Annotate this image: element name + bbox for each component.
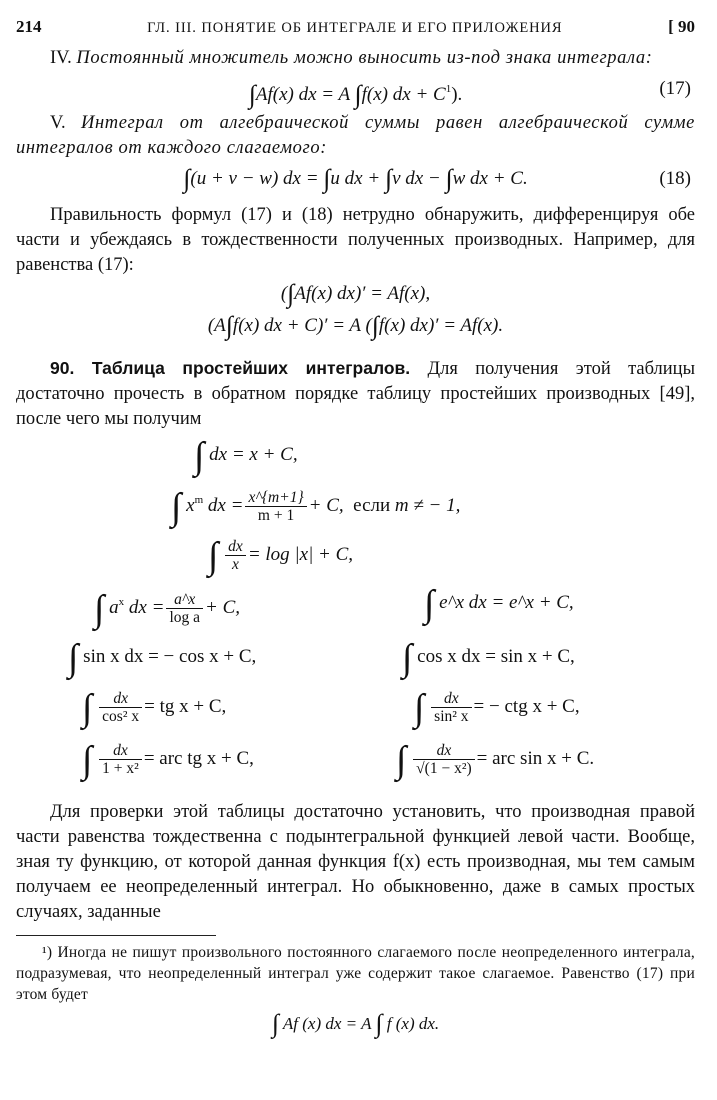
d1a: ( [280, 283, 288, 304]
footnote: ¹) Иногда не пишут произвольного постоянного слагаемого после неопределенного интеграла, подразумевая, что неопределенный интеграл уже содержит такое слагаемое. Равенство (17) при этом будет [16, 944, 695, 1003]
footnote-equation [16, 1011, 695, 1036]
t-r2sup: m [194, 494, 204, 506]
running-title: ГЛ. III. ПОНЯТИЕ ОБ ИНТЕГРАЛЕ И ЕГО ПРИЛОЖЕНИЯ [147, 20, 563, 36]
t-r2a: x [186, 495, 195, 516]
fraction [431, 690, 471, 725]
section-title: 90. Таблица простейших интегралов. [50, 358, 411, 378]
t-r2c: + C, [308, 495, 344, 516]
denominator: cos² x [102, 708, 140, 725]
integral-sign: ∫ [402, 637, 413, 679]
integral-sign: ∫ [183, 164, 191, 193]
equation-number: (18) [659, 168, 691, 189]
numerator: dx [99, 690, 142, 708]
numerator: a^x [166, 591, 203, 609]
integral-sign: ∫ [68, 637, 79, 679]
integral-sign: ∫ [208, 534, 219, 577]
t-r4r: e^x dx = e^x + C, [439, 592, 574, 613]
integral-sign: ∫ [414, 686, 425, 729]
integral-sign: ∫ [94, 588, 105, 630]
integral-sign: ∫ [82, 738, 93, 781]
equation-18 [16, 161, 695, 197]
integral-sign: ∫ [248, 80, 256, 109]
t-r5l: sin x dx = − cos x + C, [83, 646, 257, 667]
rule-iv-numeral: IV. [50, 48, 72, 68]
derivative-line-2 [16, 310, 695, 342]
t-r3b: = log |x| + C, [247, 543, 354, 565]
t-r2b: dx = [207, 495, 244, 516]
denominator: m + 1 [257, 507, 295, 525]
running-header [16, 14, 695, 40]
eq18-b: u dx + [330, 168, 381, 189]
rule-v-text: Интеграл от алгебраической суммы равен алгебраической сумме интегралов от каждого слагаемого: [16, 113, 695, 158]
table-row [16, 534, 695, 586]
table-row [16, 637, 695, 686]
denominator: x [232, 556, 239, 573]
eq18-d: w dx + C. [452, 168, 528, 189]
paragraph-2: Для проверки этой таблицы достаточно установить, что производная правой части равенства тождественна с подынтегральной функцией левой части. Вообще, зная ту функцию, от которой данная функция f(x) есть производная, мы тем самым получаем ее неопределенный интеграл. Но обыкновенно, даже в самых простых случаях, заданные [16, 802, 695, 922]
t-r4b: dx = [128, 597, 165, 618]
equation-17 [16, 71, 695, 107]
fraction [166, 591, 203, 626]
integral-sign: ∫ [323, 164, 331, 193]
fraction [99, 742, 142, 777]
table-row [16, 686, 695, 738]
eq18-a: (u + v − w) dx = [190, 168, 319, 189]
d1b: Af(x) dx)′ = Af(x), [294, 283, 431, 304]
t-r4a: a [109, 597, 119, 618]
t-r7l: = arc tg x + C, [143, 747, 254, 769]
fraction [99, 690, 142, 725]
integral-sign: ∫ [371, 311, 379, 340]
t-r7r: = arc sin x + C. [476, 747, 595, 769]
eq17-lhs: Af(x) dx = A [255, 84, 350, 105]
section-text: Для получения этой таблицы достаточно прочесть в обратном порядке таблицу простейших производных [49], после чего мы получим [16, 359, 696, 429]
equation-number: (17) [659, 78, 691, 99]
integral-sign: ∫ [271, 1009, 279, 1038]
integral-sign: ∫ [225, 311, 233, 340]
d2c: f(x) dx)′ = Af(x). [378, 315, 504, 336]
t-r5r: cos x dx = sin x + C, [417, 646, 575, 667]
integral-sign: ∫ [384, 164, 393, 193]
fn-eq-b: f (x) dx. [386, 1014, 440, 1033]
denominator: log a [169, 609, 200, 627]
t-r4sup: x [118, 596, 125, 608]
rule-iv-text: Постоянный множитель можно выносить из-под знака интеграла: [76, 48, 653, 68]
integral-sign: ∫ [396, 738, 407, 781]
integral-sign: ∫ [445, 164, 453, 193]
denominator: √(1 − x²) [416, 760, 472, 777]
eq18-c: v dx − [392, 168, 441, 189]
t-r2cond: m ≠ − 1, [394, 495, 461, 516]
d2a: (A [207, 315, 226, 336]
fn-eq-a: Af (x) dx = A [282, 1014, 372, 1033]
eq17-rhs: f(x) dx + C [361, 84, 446, 105]
paragraph-1: Правильность формул (17) и (18) нетрудно обнаружить, дифференцируя обе части и убеждаясь в тождественности полученных производных. Например, для равенства (17): [16, 205, 695, 275]
denominator: 1 + x² [102, 760, 139, 777]
table-row [16, 738, 695, 790]
t-r4c: + C, [205, 597, 240, 618]
rule-iv [16, 46, 695, 71]
denominator: sin² x [434, 708, 469, 725]
eq17-tail: ). [451, 84, 463, 105]
page-number: 214 [16, 17, 42, 36]
integral-sign: ∫ [194, 435, 205, 477]
integral-sign: ∫ [287, 279, 295, 308]
integral-sign: ∫ [171, 486, 182, 528]
integral-sign: ∫ [375, 1009, 383, 1038]
numerator: dx [413, 742, 474, 760]
rule-v [16, 111, 695, 161]
integral-sign: ∫ [424, 583, 435, 625]
t-r1: dx = x + C, [209, 444, 298, 465]
integral-table [16, 435, 695, 790]
t-r6r: = − ctg x + C, [473, 695, 580, 717]
integral-sign: ∫ [82, 686, 93, 729]
numerator: x^{m+1} [245, 489, 306, 507]
table-row [16, 583, 695, 640]
d2b: f(x) dx + C)′ = A ( [232, 315, 372, 336]
table-row [16, 484, 695, 534]
table-row [16, 435, 695, 484]
numerator: dx [99, 742, 142, 760]
section-90 [16, 356, 695, 432]
numerator: dx [225, 538, 246, 556]
section-ref: [ 90 [668, 17, 695, 36]
footnote-divider [16, 935, 216, 936]
integral-sign: ∫ [354, 80, 362, 109]
numerator: dx [431, 690, 471, 708]
fraction [413, 742, 474, 777]
fraction [245, 489, 306, 524]
rule-v-numeral: V. [50, 113, 66, 133]
footnote-mark: 1 [445, 83, 452, 95]
t-r6l: = tg x + C, [144, 695, 227, 717]
derivative-line-1 [16, 278, 695, 310]
fraction [225, 538, 246, 573]
t-r2if: если [353, 495, 391, 516]
